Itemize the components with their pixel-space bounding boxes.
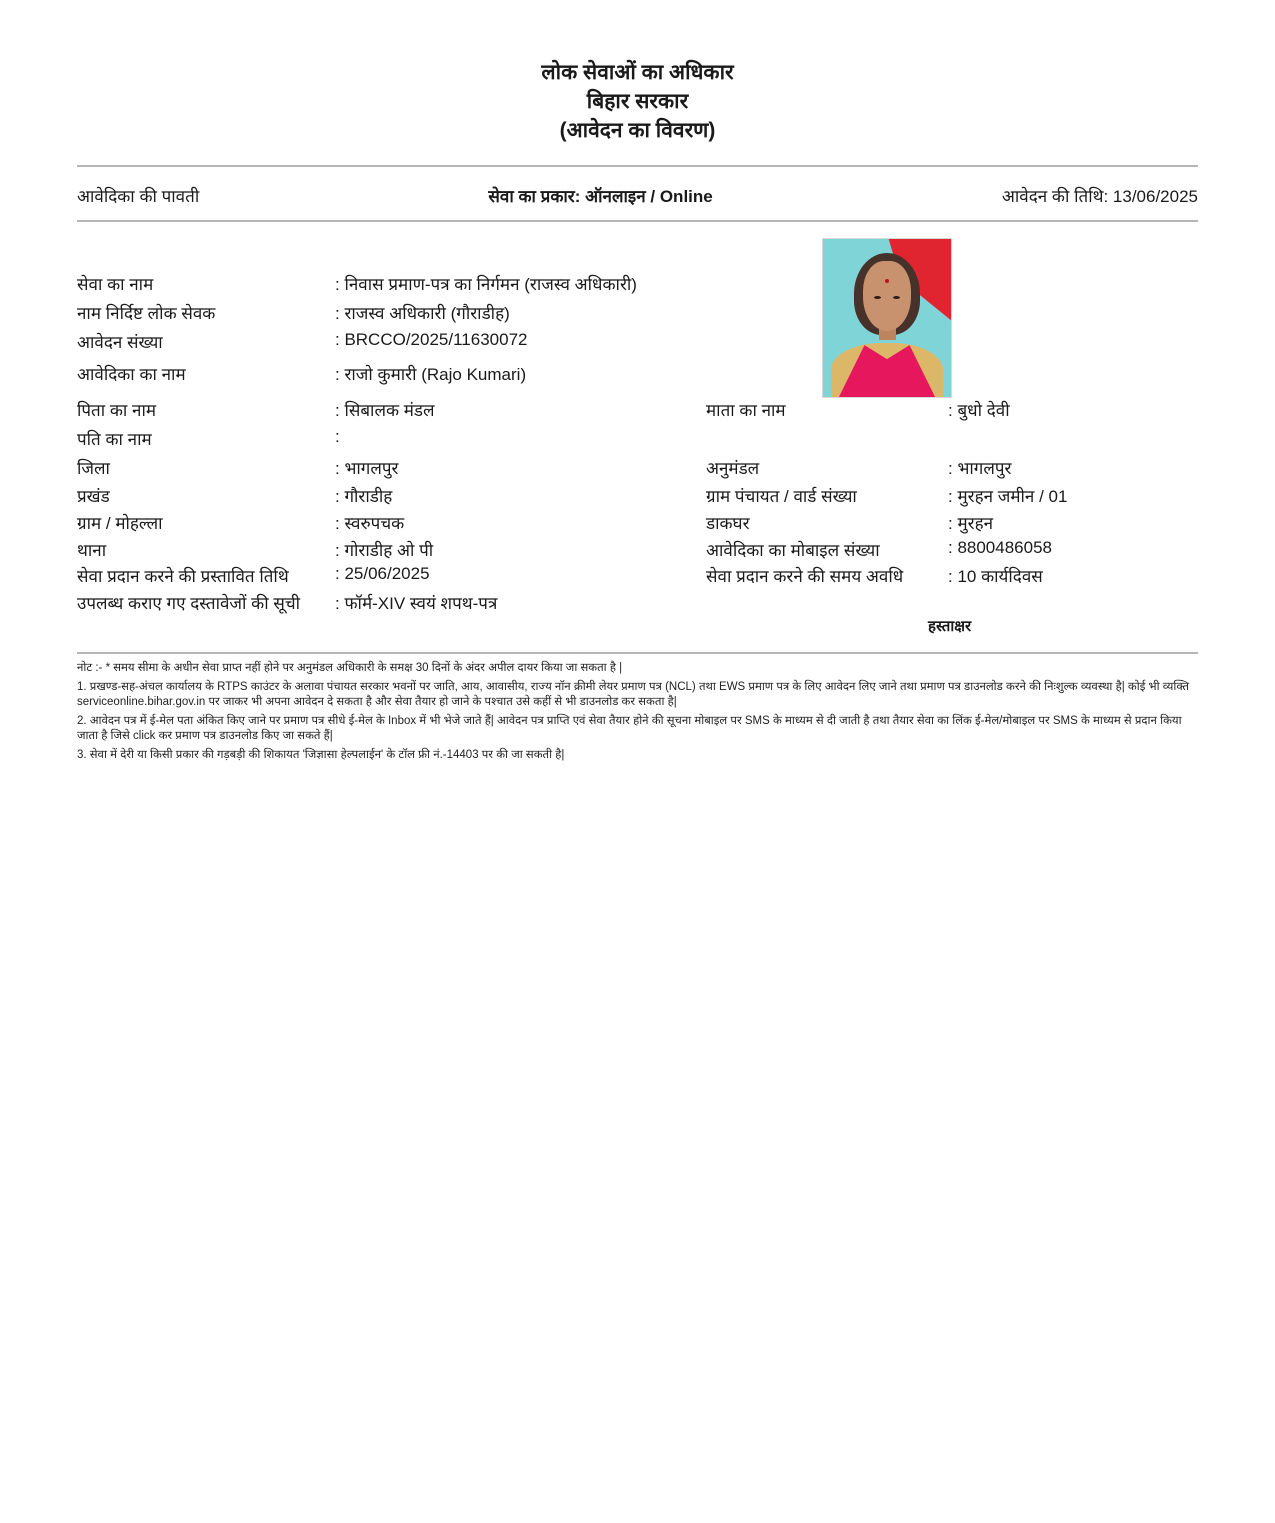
header-government: बिहार सरकार [586, 90, 689, 113]
field-label: आवेदन संख्या [77, 333, 163, 352]
row-block [77, 484, 717, 508]
field-value: : 25/06/2025 [335, 564, 430, 583]
field-label: पति का नाम [77, 430, 152, 449]
field-value: : फॉर्म-XIV स्वयं शपथ-पत्र [335, 594, 498, 613]
field-label: ग्राम पंचायत / वार्ड संख्या [706, 487, 857, 506]
field-label: नाम निर्दिष्ट लोक सेवक [77, 304, 216, 323]
photo-bindi-shape [885, 279, 889, 283]
row-police-station [77, 538, 717, 562]
row-district [77, 456, 717, 480]
note-1-rtps-counter: 1. प्रखण्ड-सह-अंचल कार्यालय के RTPS काउंटर के अलावा पंचायत सरकार भवनों पर जाति, आय, आवासीय, राज्य नॉन क्रीमी लेयर प्रमाण पत्र (NCL) तथा EWS प्रमाण पत्र के लिए आवेदन लिए जाने तथा प्रमाण पत्र डाउनलोड करने की निःशुल्क व्यवस्था है| कोई भी व्यक्ति serviceonline.bihar.gov.in पर जाकर भी अपना आवेदन दे सकता है और सेवा तैयार हो जाने के पश्चात उसे कहीं से भी डाउनलोड कर सकता है| [77, 680, 1190, 708]
field-value: : सिबालक मंडल [335, 401, 435, 420]
row-panchayat-ward [706, 484, 1226, 508]
field-value: : राजो कुमारी (Rajo Kumari) [335, 365, 527, 384]
row-service-duration [706, 564, 1226, 588]
field-label: सेवा प्रदान करने की प्रस्तावित तिथि [77, 567, 289, 586]
field-label: ग्राम / मोहल्ला [77, 514, 163, 533]
row-service-name [77, 272, 717, 296]
field-value: : 10 कार्यदिवस [948, 567, 1043, 586]
field-label: प्रखंड [77, 487, 110, 506]
field-label: डाकघर [706, 514, 750, 533]
field-value: : मुरहन [948, 514, 994, 533]
note-appeal: नोट :- * समय सीमा के अधीन सेवा प्राप्त नहीं होने पर अनुमंडल अधिकारी के समक्ष 30 दिनों के अंदर अपील दायर किया जा सकता है | [77, 662, 623, 674]
field-label: थाना [77, 541, 107, 560]
field-value: : भागलपुर [335, 459, 399, 478]
field-label: सेवा प्रदान करने की समय अवधि [706, 567, 904, 586]
field-value: : स्वरुपचक [335, 514, 405, 533]
divider-meta [77, 220, 1198, 222]
field-label: जिला [77, 459, 110, 478]
photo-face-shape [863, 261, 912, 331]
field-value: : गोराडीह ओ पी [335, 541, 434, 560]
applicant-photo [822, 238, 952, 398]
photo-eye-shape [874, 296, 881, 299]
header-title: लोक सेवाओं का अधिकार [541, 61, 734, 84]
row-father-name [77, 398, 717, 422]
applicant-receipt-label: आवेदिका की पावती [77, 187, 200, 206]
row-husband-name [77, 427, 717, 451]
field-value: : भागलपुर [948, 459, 1012, 478]
row-village [77, 511, 717, 535]
note-2-email-sms: 2. आवेदन पत्र में ई-मेल पता अंकित किए जाने पर प्रमाण पत्र सीधे ई-मेल के Inbox में भी भेजे जाते हैं| आवेदन पत्र प्राप्ति एवं सेवा तैयार होने की सूचना मोबाइल पर SMS के माध्यम से दी जाती है तथा तैयार सेवा का लिंक ई-मेल/मोबाइल पर SMS के माध्यम से प्रदान किया जाता है जिसे click कर प्रमाण पत्र डाउनलोड किए जा सकते हैं| [77, 714, 1182, 742]
field-label: सेवा का नाम [77, 275, 154, 294]
field-value: : निवास प्रमाण-पत्र का निर्गमन (राजस्व अधिकारी) [335, 275, 637, 294]
field-value: : BRCCO/2025/11630072 [335, 330, 528, 349]
field-value: : गौराडीह [335, 487, 393, 506]
row-public-servant [77, 301, 717, 325]
note-3-helpline: 3. सेवा में देरी या किसी प्रकार की गड़बड़ी की शिकायत 'जिज्ञासा हेल्पलाईन' के टॉल फ्री नं.-14403 पर की जा सकती है| [77, 748, 565, 761]
footer-notes [77, 661, 1198, 766]
field-label: आवेदिका का मोबाइल संख्या [706, 541, 880, 560]
row-applicant-name [77, 362, 717, 386]
row-application-number [77, 330, 717, 354]
divider-bottom [77, 652, 1198, 654]
field-value: : [335, 427, 340, 446]
field-value: : राजस्व अधिकारी (गौराडीह) [335, 304, 510, 323]
signature-label: हस्ताक्षर [928, 618, 972, 635]
field-value: : बुधो देवी [948, 401, 1010, 420]
row-proposed-delivery-date [77, 564, 717, 588]
field-label: अनुमंडल [706, 459, 760, 478]
field-label: आवेदिका का नाम [77, 365, 186, 384]
field-value: : मुरहन जमीन / 01 [948, 487, 1068, 506]
field-value: : 8800486058 [948, 538, 1052, 557]
row-documents-list [77, 591, 717, 615]
application-date-label: आवेदन की तिथि: 13/06/2025 [1001, 187, 1198, 206]
row-post-office [706, 511, 1226, 535]
divider-top [77, 165, 1198, 167]
service-type-label: सेवा का प्रकार: ऑनलाइन / Online [488, 187, 713, 206]
header-subtitle: (आवेदन का विवरण) [559, 119, 716, 142]
row-mobile-number [706, 538, 1226, 562]
document-header [0, 58, 1275, 145]
field-label: उपलब्ध कराए गए दस्तावेजों की सूची [77, 594, 301, 613]
field-label: माता का नाम [706, 401, 786, 420]
row-subdivision [706, 456, 1226, 480]
meta-bar [77, 184, 1198, 207]
row-mother-name [706, 398, 1226, 422]
field-label: पिता का नाम [77, 401, 157, 420]
